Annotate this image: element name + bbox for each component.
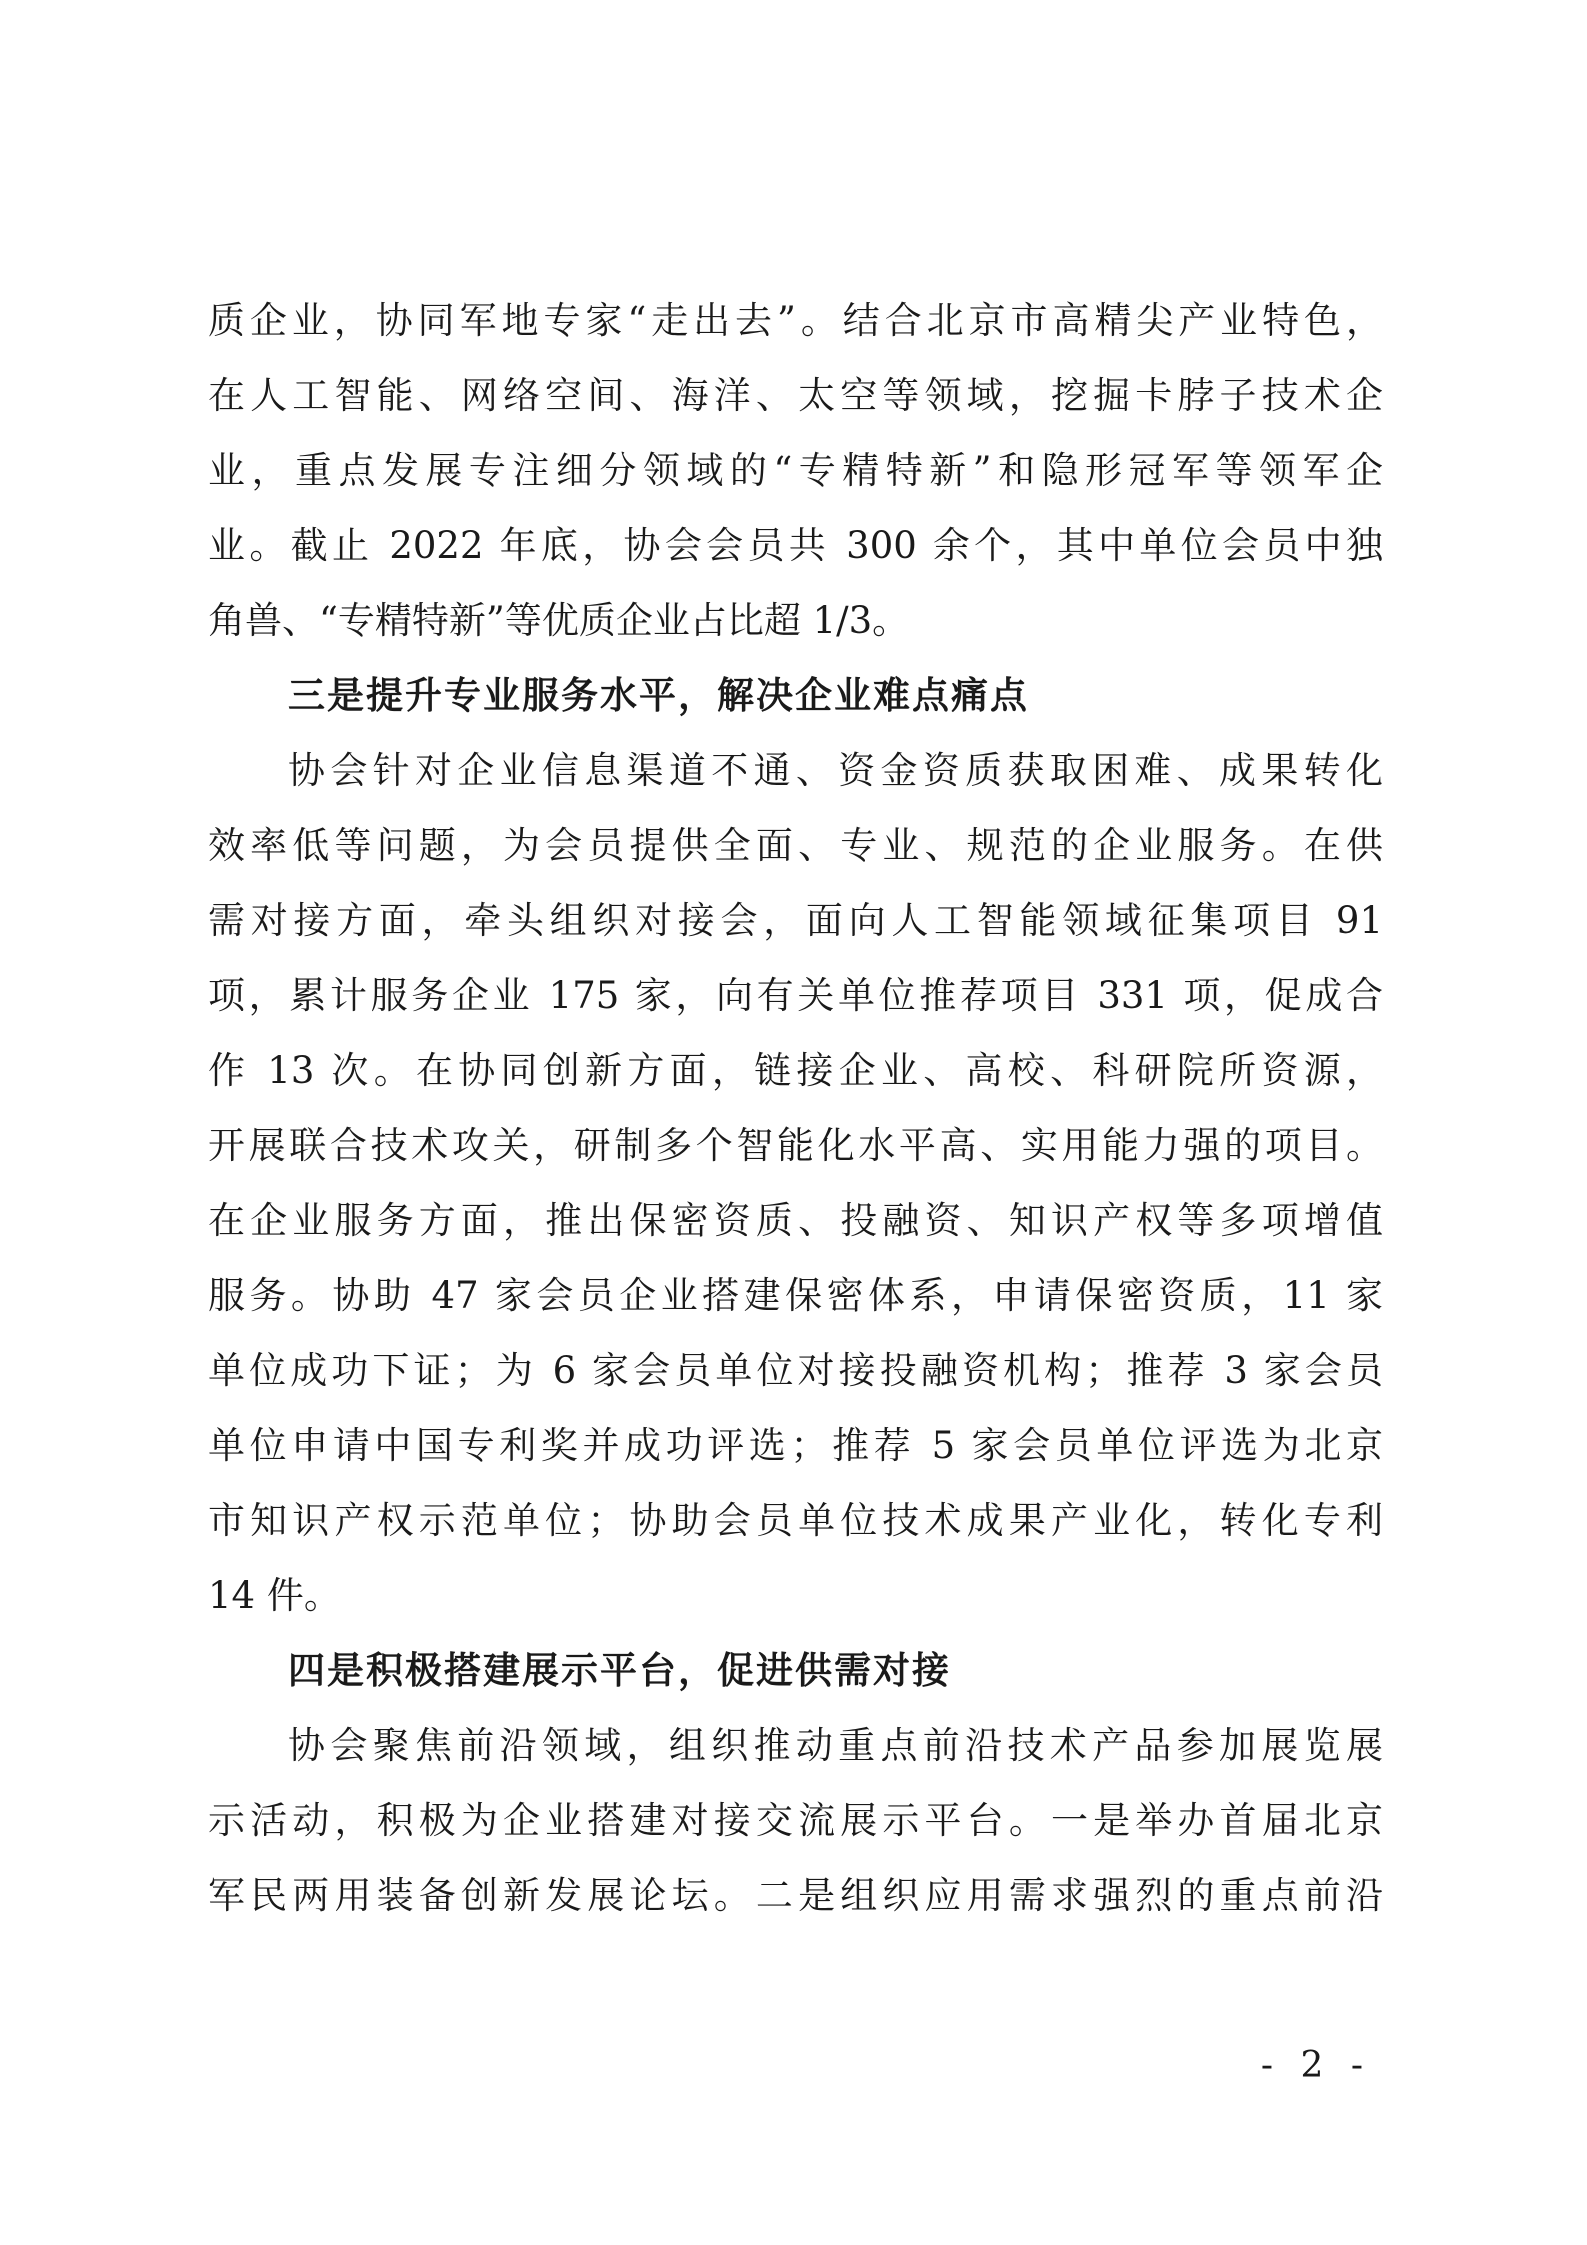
paragraph-1-line-5: 角兽、“专精特新”等优质企业占比超 1/3。 <box>208 599 910 642</box>
paragraph-3-line-1: 协会聚焦前沿领域，组织推动重点前沿技术产品参加展览展 <box>288 1724 1383 1767</box>
paragraph-1-line-1: 质企业，协同军地专家“走出去”。结合北京市高精尖产业特色， <box>208 299 1383 342</box>
paragraph-2-line-5: 作 13 次。在协同创新方面，链接企业、高校、科研院所资源， <box>208 1049 1383 1092</box>
paragraph-2-line-3: 需对接方面，牵头组织对接会，面向人工智能领域征集项目 91 <box>208 899 1383 942</box>
paragraph-2-line-12: 14 件。 <box>208 1574 341 1617</box>
paragraph-2-line-2: 效率低等问题，为会员提供全面、专业、规范的企业服务。在供 <box>208 824 1383 867</box>
section-heading-3: 三是提升专业服务水平，解决企业难点痛点 <box>288 674 1029 717</box>
paragraph-2-line-8: 服务。协助 47 家会员企业搭建保密体系，申请保密资质，11 家 <box>208 1274 1383 1317</box>
paragraph-2-line-9: 单位成功下证；为 6 家会员单位对接投融资机构；推荐 3 家会员 <box>208 1349 1383 1392</box>
paragraph-3-line-3: 军民两用装备创新发展论坛。二是组织应用需求强烈的重点前沿 <box>208 1874 1383 1917</box>
paragraph-2-line-10: 单位申请中国专利奖并成功评选；推荐 5 家会员单位评选为北京 <box>208 1424 1383 1467</box>
paragraph-2-line-7: 在企业服务方面，推出保密资质、投融资、知识产权等多项增值 <box>208 1199 1383 1242</box>
paragraph-1-line-4: 业。截止 2022 年底，协会会员共 300 余个，其中单位会员中独 <box>208 524 1383 567</box>
paragraph-2-line-11: 市知识产权示范单位；协助会员单位技术成果产业化，转化专利 <box>208 1499 1383 1542</box>
paragraph-3-line-2: 示活动，积极为企业搭建对接交流展示平台。一是举办首届北京 <box>208 1799 1383 1842</box>
paragraph-1-line-3: 业，重点发展专注细分领域的“专精特新”和隐形冠军等领军企 <box>208 449 1383 492</box>
paragraph-2-line-4: 项，累计服务企业 175 家，向有关单位推荐项目 331 项，促成合 <box>208 974 1383 1017</box>
paragraph-2-line-6: 开展联合技术攻关，研制多个智能化水平高、实用能力强的项目。 <box>208 1124 1383 1167</box>
page-number: - 2 - <box>1260 2045 1371 2086</box>
paragraph-1-line-2: 在人工智能、网络空间、海洋、太空等领域，挖掘卡脖子技术企 <box>208 374 1383 417</box>
section-heading-4: 四是积极搭建展示平台，促进供需对接 <box>288 1649 951 1692</box>
paragraph-2-line-1: 协会针对企业信息渠道不通、资金资质获取困难、成果转化 <box>288 749 1383 792</box>
